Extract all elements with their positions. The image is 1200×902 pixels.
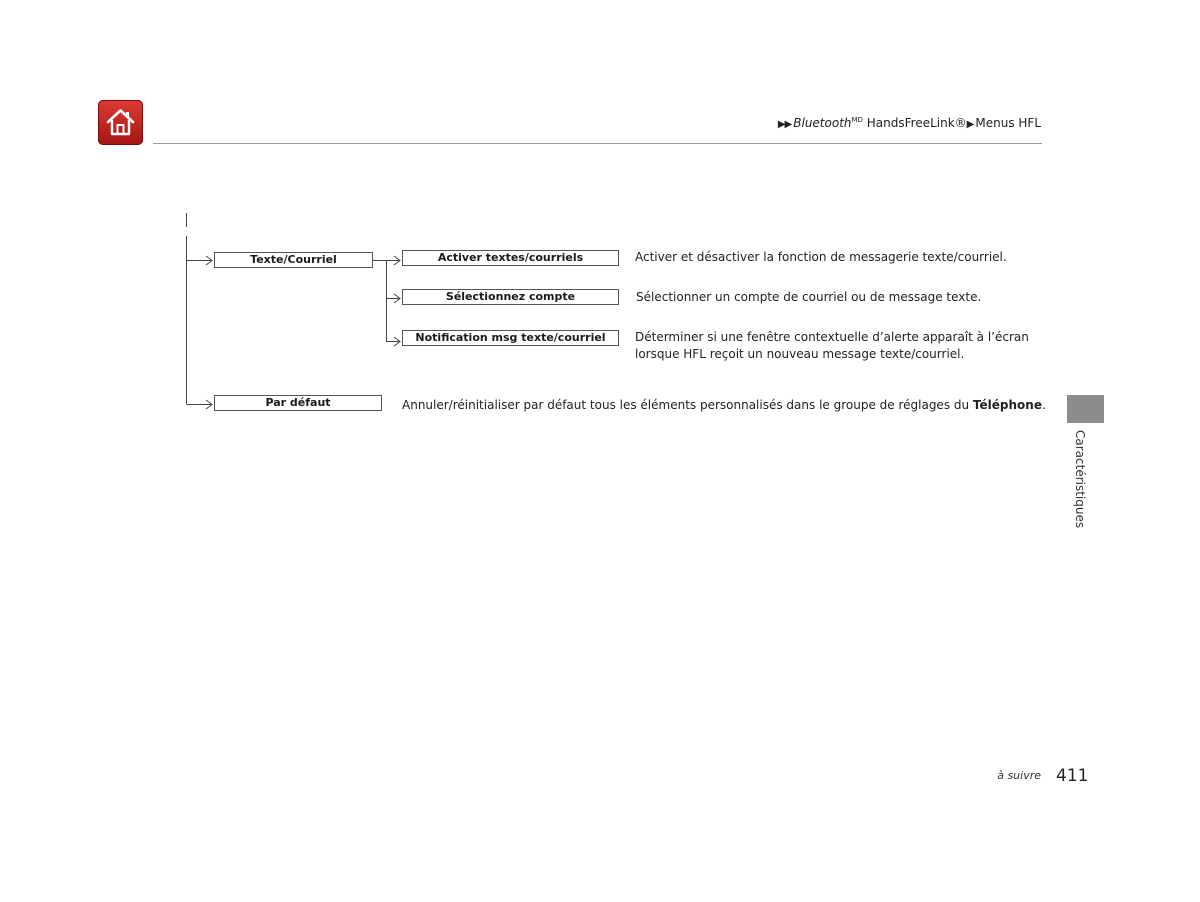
defaut-description-text: Annuler/réinitialiser par défaut tous les éléments personnalisés dans le groupe de réglages du bbox=[402, 398, 973, 412]
breadcrumb-brand: Bluetooth bbox=[793, 116, 852, 130]
menu-item-notification: Notification msg texte/courriel bbox=[402, 330, 619, 346]
breadcrumb-page: Menus HFL bbox=[975, 116, 1041, 130]
menu-item-texte-courriel: Texte/Courriel bbox=[214, 252, 373, 268]
menu-item-activer-textes: Activer textes/courriels bbox=[402, 250, 619, 266]
continue-label: à suivre bbox=[997, 769, 1041, 782]
page-number: 411 bbox=[1056, 766, 1089, 786]
chapter-tab-label: Caractéristiques bbox=[1073, 430, 1087, 529]
defaut-description bbox=[402, 397, 1046, 414]
breadcrumb-section: HandsFreeLink® bbox=[866, 116, 967, 130]
chapter-tab[interactable] bbox=[1067, 395, 1104, 423]
activer-description: Activer et désactiver la fonction de messagerie texte/courriel. bbox=[635, 250, 1007, 264]
breadcrumb-brand-mark: MD bbox=[851, 116, 863, 124]
defaut-description-bold: Téléphone bbox=[972, 398, 1042, 412]
notification-description-line2: lorsque HFL reçoit un nouveau message texte/courriel. bbox=[635, 347, 965, 361]
menu-item-par-defaut: Par défaut bbox=[214, 395, 382, 411]
notification-description-line1: Déterminer si une fenêtre contextuelle d’alerte apparaît à l’écran bbox=[635, 330, 1029, 344]
defaut-description-end: . bbox=[1041, 398, 1046, 412]
notification-description bbox=[635, 329, 1029, 363]
breadcrumb-arrow-icon: ▶ bbox=[966, 119, 974, 130]
selectionnez-description: Sélectionner un compte de courriel ou de message texte. bbox=[636, 290, 982, 304]
menu-item-selectionnez-compte: Sélectionnez compte bbox=[402, 289, 619, 305]
breadcrumb-arrow-icon: ▶▶ bbox=[777, 119, 792, 130]
